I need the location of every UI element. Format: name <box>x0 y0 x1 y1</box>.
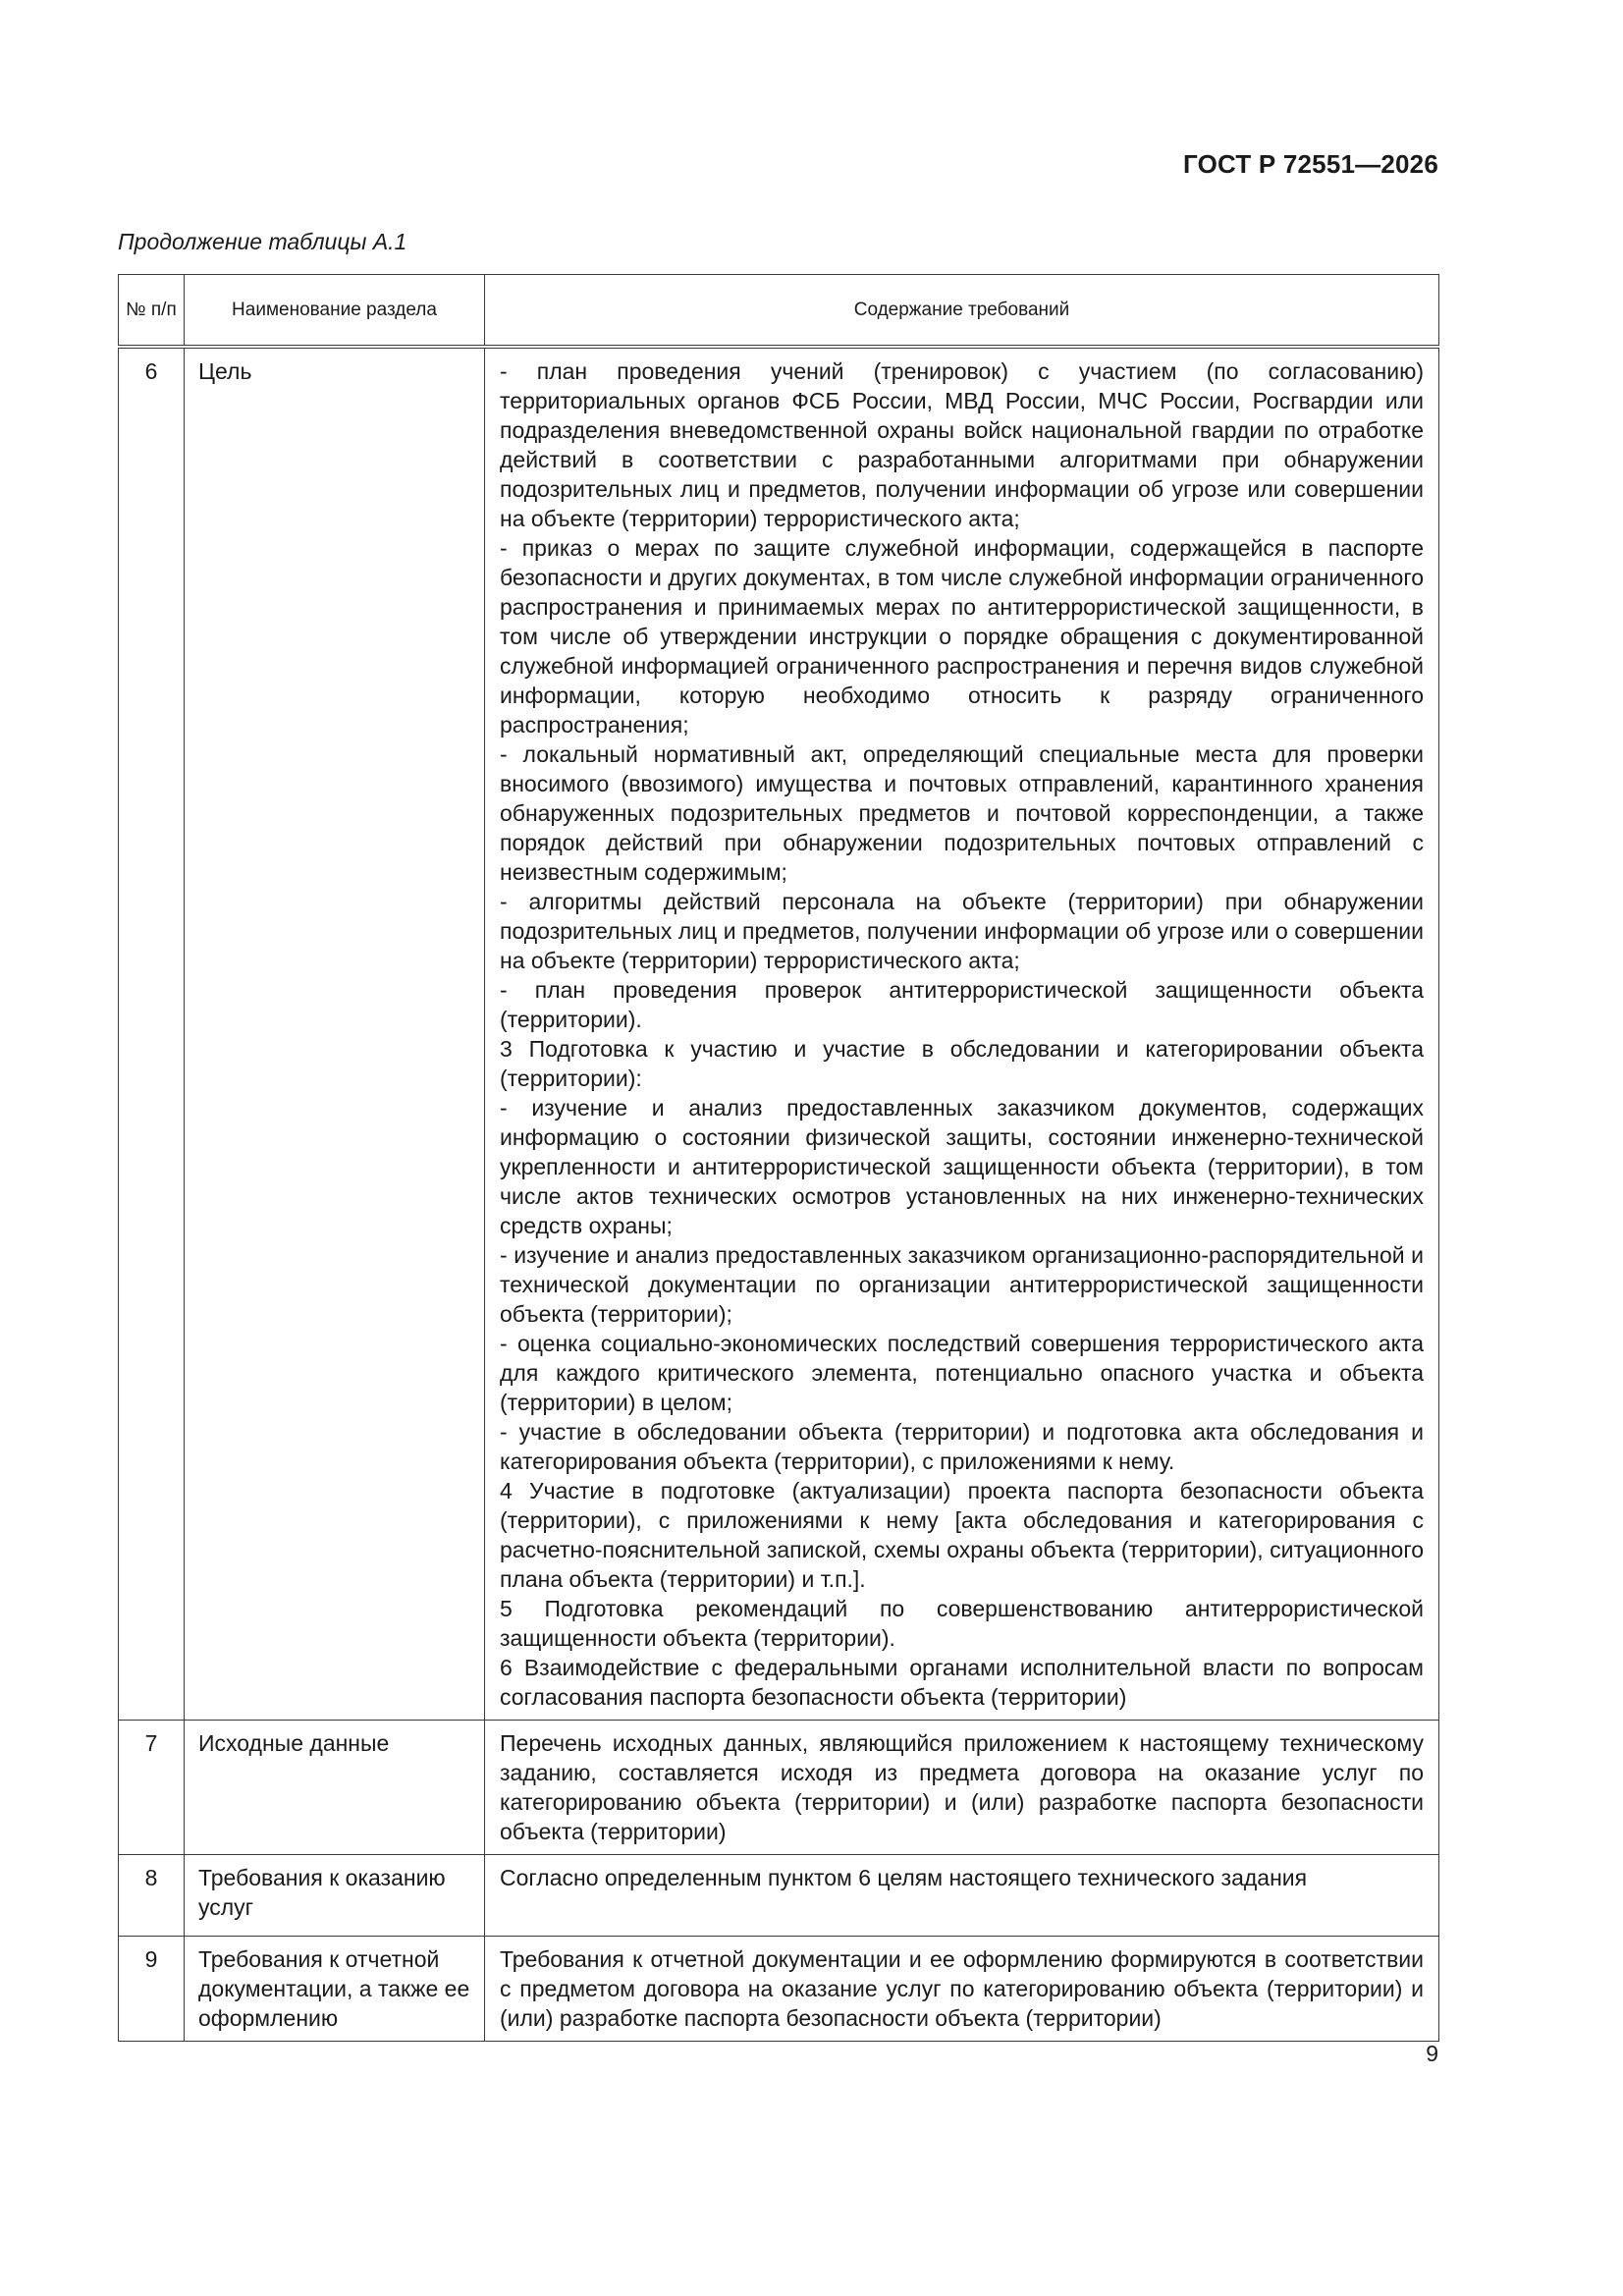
requirement-paragraph: - приказ о мерах по защите служебной информации, содержащейся в паспорте безопасности и других документах, в том числе служебной информации ограниченного распространения и принимаемых мерах по антитеррористической защищенности, в том числе об утверждении инструкции о порядке обращения с документированной служебной информацией ограниченного распространения и перечня видов служебной информации, которую необходимо относить к разряду ограниченного распространения; <box>500 535 1424 738</box>
page-number: 9 <box>1426 2041 1438 2066</box>
requirement-paragraph: 4 Участие в подготовке (актуализации) проекта паспорта безопасности объекта (территории), с приложениями к нему [акта обследования и категорирования с расчетно-пояснительной запиской, схемы охраны объекта (территории), ситуационного плана объекта (территории) и т.п.]. <box>500 1478 1424 1592</box>
row-number: 7 <box>119 1721 185 1855</box>
requirements-content <box>485 1855 1439 1937</box>
table-row <box>119 1721 1439 1855</box>
requirement-paragraph: Перечень исходных данных, являющийся приложением к настоящему техническому заданию, составляется исходя из предмета договора на оказание услуг по категорированию объекта (территории) и (или) разработке паспорта безопасности объекта (территории) <box>500 1730 1424 1844</box>
table-row <box>119 1855 1439 1937</box>
requirement-paragraph: - план проведения проверок антитеррористической защищенности объекта (территории). <box>500 977 1424 1032</box>
requirements-content <box>485 1721 1439 1855</box>
requirement-paragraph: - изучение и анализ предоставленных заказчиком организационно-распорядительной и технической документации по организации антитеррористической защищенности объекта (территории); <box>500 1242 1424 1327</box>
requirements-content <box>485 1937 1439 2042</box>
requirement-paragraph: - изучение и анализ предоставленных заказчиком документов, содержащих информацию о состоянии физической защиты, состоянии инженерно-технической укрепленности и антитеррористической защищенности объекта (территории), в том числе актов технических осмотров установленных на них инженерно-технических средств охраны; <box>500 1095 1424 1238</box>
row-number: 8 <box>119 1855 185 1937</box>
requirement-paragraph: - локальный нормативный акт, определяющий специальные места для проверки вносимого (ввозимого) имущества и почтовых отправлений, карантинного хранения обнаруженных подозрительных предметов и почтовой корреспонденции, а также порядок действий при обнаружении подозрительных почтовых отправлений с неизвестным содержимым; <box>500 741 1424 885</box>
section-name: Требования к оказанию услуг <box>185 1855 485 1937</box>
column-header-content: Содержание требований <box>485 275 1439 348</box>
requirement-paragraph: 3 Подготовка к участию и участие в обследовании и категорировании объекта (территории): <box>500 1036 1424 1091</box>
requirement-paragraph: - план проведения учений (тренировок) с участием (по согласованию) территориальных органов ФСБ России, МВД России, МЧС России, Росгвардии или подразделения вневедомственной охраны войск национальной гвардии по отработке действий в соответствии с разработанными алгоритмами при обнаружении подозрительных лиц и предметов, получении информации об угрозе или совершении на объекте (территории) террористического акта; <box>500 358 1424 531</box>
table-header-row <box>119 275 1439 348</box>
requirement-paragraph: Требования к отчетной документации и ее оформлению формируются в соответствии с предметом договора на оказание услуг по категорированию объекта (территории) и (или) разработке паспорта безопасности объекта (территории) <box>500 1946 1424 2031</box>
requirement-paragraph: - алгоритмы действий персонала на объекте (территории) при обнаружении подозрительных лиц и предметов, получении информации об угрозе или о совершении на объекте (территории) террористического акта; <box>500 889 1424 973</box>
requirement-paragraph: Согласно определенным пунктом 6 целям настоящего технического задания <box>500 1865 1308 1890</box>
requirement-paragraph: - участие в обследовании объекта (территории) и подготовка акта обследования и категорирования объекта (территории), с приложениями к нему. <box>500 1419 1424 1474</box>
requirement-paragraph: - оценка социально-экономических последствий совершения террористического акта для каждого критического элемента, потенциально опасного участка и объекта (территории) в целом; <box>500 1331 1424 1415</box>
section-name: Исходные данные <box>185 1721 485 1855</box>
row-number: 6 <box>119 347 185 1721</box>
column-header-num: № п/п <box>119 275 185 348</box>
table-caption: Продолжение таблицы А.1 <box>118 229 407 254</box>
document-code: ГОСТ Р 72551—2026 <box>1183 149 1438 179</box>
row-number: 9 <box>119 1937 185 2042</box>
requirement-paragraph: 5 Подготовка рекомендаций по совершенствованию антитеррористической защищенности объекта (территории). <box>500 1596 1424 1651</box>
requirements-content <box>485 347 1439 1721</box>
section-name: Цель <box>185 347 485 1721</box>
requirements-table <box>118 274 1439 2042</box>
column-header-name: Наименование раздела <box>185 275 485 348</box>
table-row <box>119 1937 1439 2042</box>
requirement-paragraph: 6 Взаимодействие с федеральными органами исполнительной власти по вопросам согласования паспорта безопасности объекта (территории) <box>500 1655 1424 1710</box>
table-row <box>119 347 1439 1721</box>
section-name: Требования к отчетной документации, а также ее оформлению <box>185 1937 485 2042</box>
